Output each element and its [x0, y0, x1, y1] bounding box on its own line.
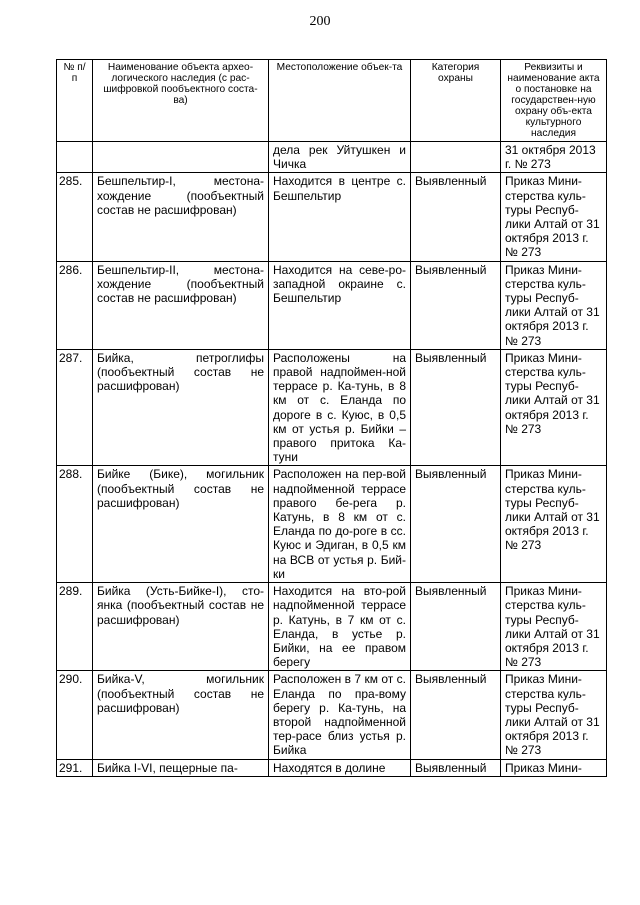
cell-requisites: Приказ Мини-стерства куль-туры Респуб-лики Алтай от 31 октября 2013 г. № 273 — [501, 583, 607, 671]
cell-name — [93, 142, 269, 173]
cell-requisites: Приказ Мини-стерства куль-туры Респуб-лики Алтай от 31 октября 2013 г. № 273 — [501, 261, 607, 349]
cell-requisites: Приказ Мини-стерства куль-туры Респуб-лики Алтай от 31 октября 2013 г. № 273 — [501, 671, 607, 759]
table-row — [57, 759, 607, 776]
cell-location: дела рек Уйтушкен и Чичка — [269, 142, 411, 173]
heritage-table — [56, 59, 607, 777]
cell-category: Выявленный — [411, 759, 501, 776]
cell-name: Бешпельтир-I, местона-хождение (пообъектный состав не расшифрован) — [93, 173, 269, 261]
cell-num: 289. — [57, 583, 93, 671]
table-row — [57, 261, 607, 349]
cell-category — [411, 142, 501, 173]
table-row — [57, 583, 607, 671]
header-row — [57, 60, 607, 142]
cell-category: Выявленный — [411, 261, 501, 349]
table-row — [57, 173, 607, 261]
cell-name: Бийка, петроглифы (пообъектный состав не расшифрован) — [93, 349, 269, 466]
cell-location: Расположен на пер-вой надпойменной террасе правого бе-рега р. Катунь, в 8 км от с. Еланда по до-роге в сс. Куюс и Эдиган, в 0,5 км на ВСВ от устья р. Бий-ки — [269, 466, 411, 583]
table-header — [57, 60, 607, 142]
cell-requisites: Приказ Мини-стерства куль-туры Респуб-лики Алтай от 31 октября 2013 г. № 273 — [501, 173, 607, 261]
cell-location: Расположен в 7 км от с. Еланда по пра-вому берегу р. Ка-тунь, на второй надпойменной тер-расе близ устья р. Бийка — [269, 671, 411, 759]
cell-num: 285. — [57, 173, 93, 261]
cell-num: 288. — [57, 466, 93, 583]
cell-num: 287. — [57, 349, 93, 466]
cell-requisites: Приказ Мини-стерства куль-туры Респуб-лики Алтай от 31 октября 2013 г. № 273 — [501, 466, 607, 583]
table-row — [57, 349, 607, 466]
cell-num: 291. — [57, 759, 93, 776]
cell-location: Расположены на правой надпоймен-ной террасе р. Ка-тунь, в 8 км от с. Еланда по дороге в с. Куюс, в 0,5 км от устья р. Бийки – правого притока Ка-туни — [269, 349, 411, 466]
cell-category: Выявленный — [411, 349, 501, 466]
cell-name: Бийка I-VI, пещерные па- — [93, 759, 269, 776]
table-row — [57, 466, 607, 583]
table-body — [57, 142, 607, 777]
cell-requisites: Приказ Мини-стерства куль-туры Респуб-лики Алтай от 31 октября 2013 г. № 273 — [501, 349, 607, 466]
page-number: 200 — [309, 14, 331, 29]
cell-category: Выявленный — [411, 466, 501, 583]
continuation-row — [57, 142, 607, 173]
cell-category: Выявленный — [411, 671, 501, 759]
cell-num: 286. — [57, 261, 93, 349]
cell-name: Бийка (Усть-Бийке-I), сто-янка (пообъектный состав не расшифрован) — [93, 583, 269, 671]
cell-location: Находятся в долине — [269, 759, 411, 776]
header-name: Наименование объекта архео-логического наследия (с рас-шифровкой пообъектного соста-ва) — [93, 60, 269, 142]
cell-location: Находится в центре с. Бешпельтир — [269, 173, 411, 261]
cell-name: Бешпельтир-II, местона-хождение (пообъектный состав не расшифрован) — [93, 261, 269, 349]
cell-num — [57, 142, 93, 173]
cell-location: Находится на севе-ро-западной окраине с. Бешпельтир — [269, 261, 411, 349]
cell-name: Бийке (Бике), могильник (пообъектный состав не расшифрован) — [93, 466, 269, 583]
cell-name: Бийка-V, могильник (пообъектный состав не расшифрован) — [93, 671, 269, 759]
cell-category: Выявленный — [411, 583, 501, 671]
header-requisites: Реквизиты и наименование акта о постановке на государствен-ную охрану объ-екта культурного наследия — [501, 60, 607, 142]
header-num: № п/п — [57, 60, 93, 142]
cell-category: Выявленный — [411, 173, 501, 261]
header-location: Местоположение объек-та — [269, 60, 411, 142]
table-row — [57, 671, 607, 759]
header-category: Категория охраны — [411, 60, 501, 142]
cell-location: Находится на вто-рой надпойменной террасе р. Катунь, в 7 км от с. Еланда, в устье р. Бийки, на ее правом берегу — [269, 583, 411, 671]
cell-requisites: Приказ Мини- — [501, 759, 607, 776]
cell-num: 290. — [57, 671, 93, 759]
cell-requisites: 31 октября 2013 г. № 273 — [501, 142, 607, 173]
